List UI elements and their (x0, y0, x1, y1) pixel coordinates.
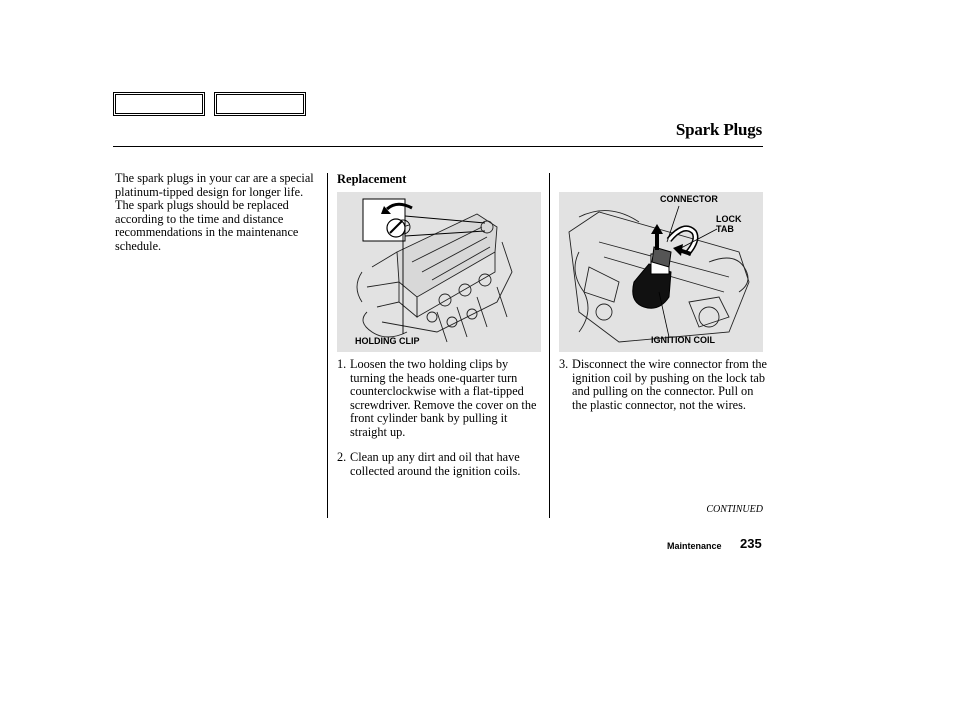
lock-tab-callout-line2: TAB (716, 223, 734, 234)
step-1-text: Loosen the two holding clips by turning the heads one-quarter turn counterclockwise with a flat-tipped screwdriver. Remove the cover on the front cylinder bank by pulling it straight up. (350, 357, 537, 439)
page-title: Spark Plugs (675, 120, 762, 139)
page-number: 235 (740, 536, 762, 551)
step-3-text: Disconnect the wire connector from the ignition coil by pushing on the lock tab and pulling on the connector. Pull on the plastic connector, not the wires. (572, 357, 767, 412)
ignition-coil-illustration (559, 192, 763, 352)
continued-label: CONTINUED (706, 504, 763, 515)
ignition-coil-callout: IGNITION COIL (651, 334, 715, 345)
lock-tab-callout (716, 215, 742, 234)
nav-button-2[interactable] (214, 92, 306, 116)
column-divider-2 (549, 173, 550, 518)
step-2 (337, 451, 545, 478)
engine-cover-drawing (337, 192, 541, 352)
step-3 (559, 358, 767, 412)
nav-button-1[interactable] (113, 92, 205, 116)
step-1-number: 1. (337, 357, 347, 371)
step-3-number: 3. (559, 357, 569, 371)
lock-tab-callout-line1: LOCK (716, 214, 742, 224)
footer-section-name: Maintenance (667, 541, 722, 551)
engine-cover-illustration (337, 192, 541, 352)
connector-callout: CONNECTOR (660, 194, 718, 204)
step-2-text: Clean up any dirt and oil that have collected around the ignition coils. (350, 450, 521, 478)
replacement-heading: Replacement (337, 172, 407, 186)
holding-clip-callout: HOLDING CLIP (355, 335, 420, 346)
step-1 (337, 358, 545, 440)
header-rule (113, 146, 763, 147)
step-2-number: 2. (337, 450, 347, 464)
column-divider-1 (327, 173, 328, 518)
intro-paragraph: The spark plugs in your car are a special platinum-tipped design for longer life. The spark plugs should be replaced according to the time and distance recommendations in the maintenance schedule. (115, 171, 314, 253)
